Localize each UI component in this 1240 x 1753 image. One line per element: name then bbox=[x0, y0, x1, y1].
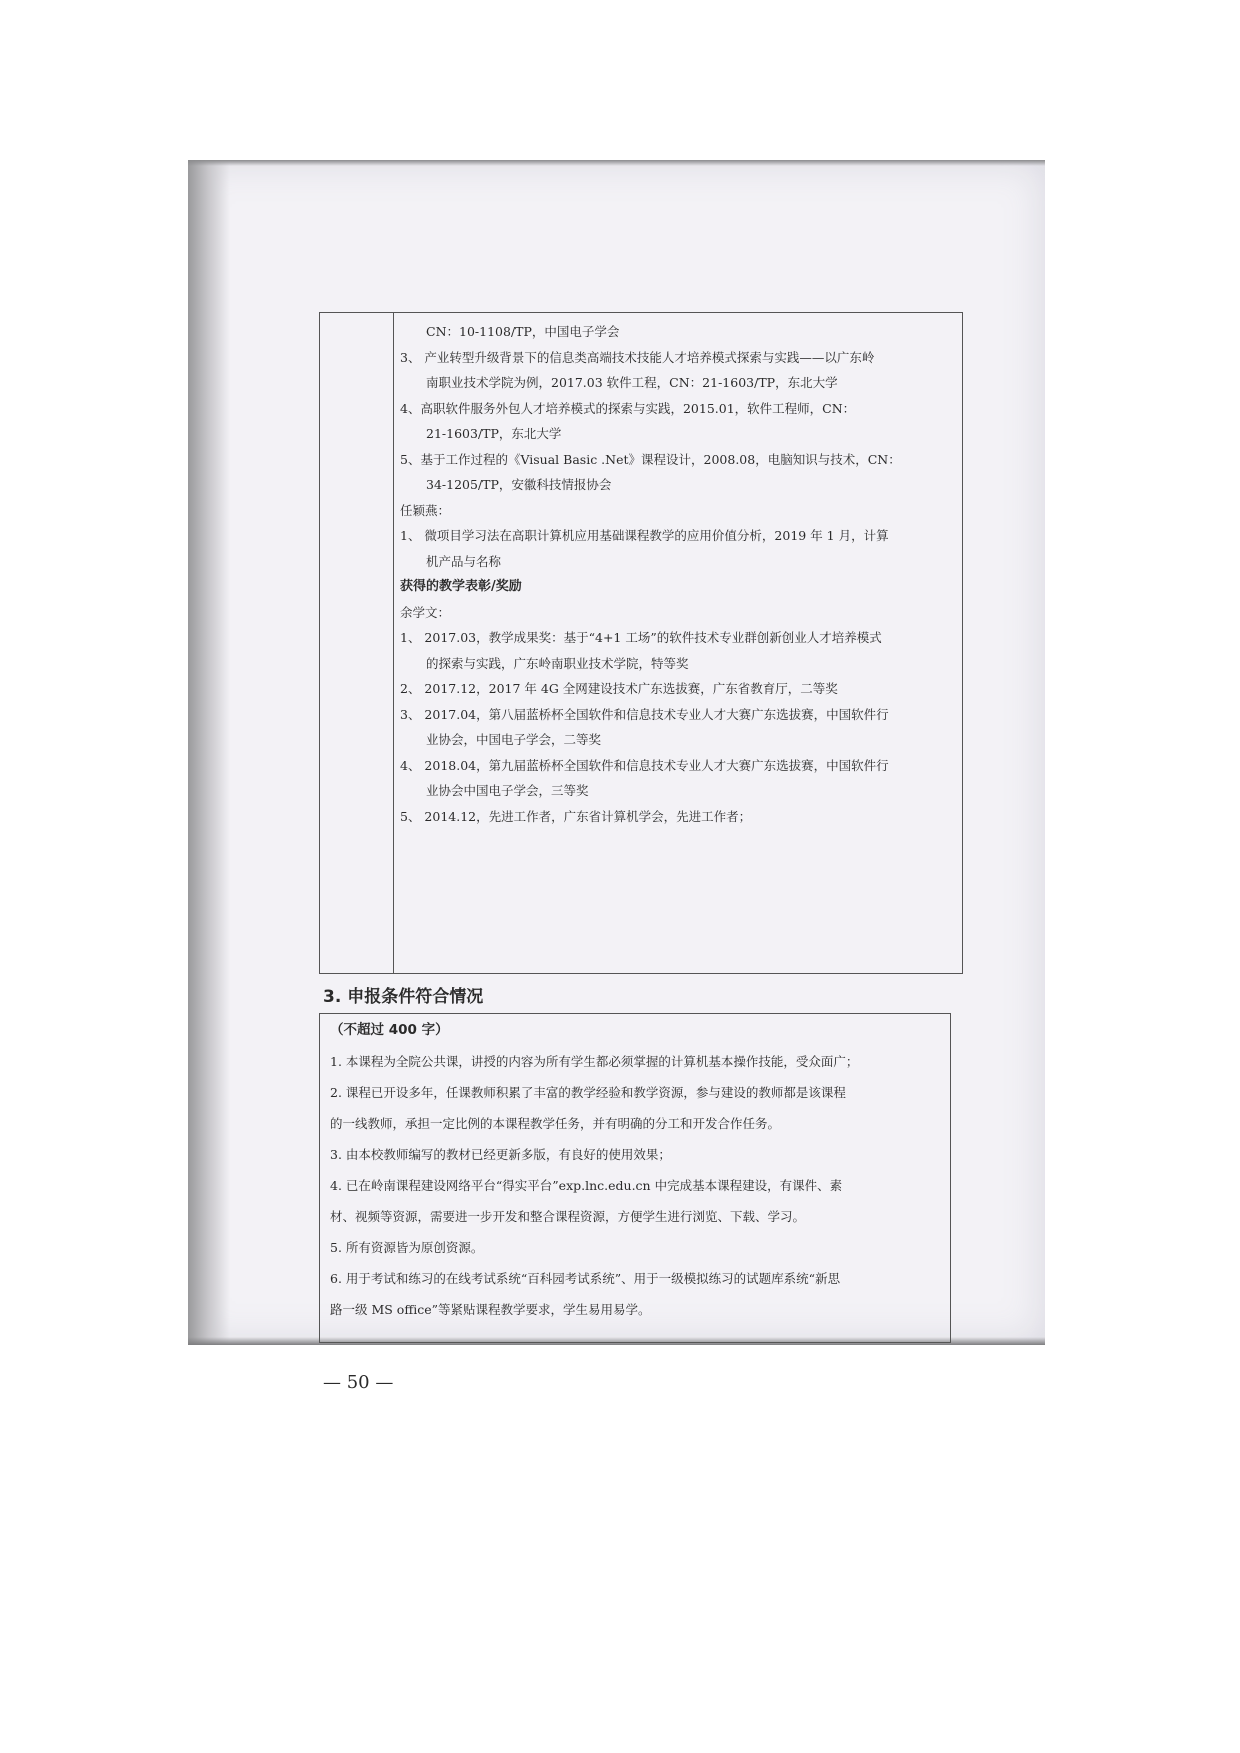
page-number: — 50 — bbox=[323, 1372, 394, 1393]
table-line: CN：10-1108/TP，中国电子学会 bbox=[426, 324, 620, 339]
publications-awards-table bbox=[319, 312, 963, 974]
table-line: 2、 2017.12，2017 年 4G 全网建设技术广东选拔赛，广东省教育厅，二等奖 bbox=[400, 681, 838, 696]
table-line: 1、 2017.03，教学成果奖：基于“4+1 工场”的软件技术专业群创新创业人才培养模式 bbox=[400, 630, 882, 645]
table-line: 4、 2018.04，第九届蓝桥杯全国软件和信息技术专业人才大赛广东选拔赛，中国软件行 bbox=[400, 757, 889, 773]
table-line: 5、基于工作过程的《Visual Basic .Net》课程设计，2008.08，电脑知识与技术，CN： bbox=[400, 451, 901, 467]
table-line: 4、高职软件服务外包人才培养模式的探索与实践，2015.01，软件工程师，CN： bbox=[400, 400, 856, 416]
table-line: 的探索与实践，广东岭南职业技术学院，特等奖 bbox=[426, 655, 689, 671]
table-line: 业协会，中国电子学会，二等奖 bbox=[426, 732, 602, 747]
table-content-column bbox=[400, 319, 956, 829]
section-title: 3. 申报条件符合情况 bbox=[323, 987, 484, 1007]
condition-line: 的一线教师，承担一定比例的本课程教学任务，并有明确的分工和开发合作任务。 bbox=[330, 1116, 781, 1131]
conditions-box bbox=[319, 1013, 951, 1343]
table-line: 1、 微项目学习法在高职计算机应用基础课程教学的应用价值分析，2019 年 1 月，计算 bbox=[400, 528, 889, 543]
condition-line: 6. 用于考试和练习的在线考试系统“百科园考试系统”、用于一级模拟练习的试题库系统“新思 bbox=[330, 1271, 841, 1286]
condition-line: 材、视频等资源，需要进一步开发和整合课程资源，方便学生进行浏览、下载、学习。 bbox=[330, 1209, 806, 1224]
condition-line: 1. 本课程为全院公共课，讲授的内容为所有学生都必须掌握的计算机基本操作技能，受众面广； bbox=[330, 1054, 859, 1069]
table-subheading: 获得的教学表彰/奖励 bbox=[400, 579, 522, 594]
scanned-page bbox=[188, 160, 1045, 1393]
table-line: 业协会中国电子学会，三等奖 bbox=[426, 783, 589, 798]
condition-line: 3. 由本校教师编写的教材已经更新多版，有良好的使用效果； bbox=[330, 1147, 671, 1162]
condition-line: 4. 已在岭南课程建设网络平台“得实平台”exp.lnc.edu.cn 中完成基本课程建设，有课件、素 bbox=[330, 1178, 843, 1193]
condition-line: 2. 课程已开设多年，任课教师积累了丰富的教学经验和教学资源，参与建设的教师都是该课程 bbox=[330, 1085, 846, 1100]
word-limit-hint: （不超过 400 字） bbox=[330, 1022, 449, 1038]
table-line: 任颖燕： bbox=[400, 502, 451, 518]
condition-line: 路一级 MS office”等紧贴课程教学要求，学生易用易学。 bbox=[330, 1302, 651, 1317]
table-line: 南职业技术学院为例，2017.03 软件工程，CN：21-1603/TP，东北大学 bbox=[426, 375, 838, 390]
page-top-edge bbox=[188, 160, 1045, 166]
table-line: 3、 2017.04，第八届蓝桥杯全国软件和信息技术专业人才大赛广东选拔赛，中国软件行 bbox=[400, 706, 889, 722]
table-line: 机产品与名称 bbox=[426, 553, 502, 569]
table-line: 5、 2014.12，先进工作者，广东省计算机学会，先进工作者； bbox=[400, 808, 752, 824]
table-label-column bbox=[320, 313, 394, 973]
table-line: 余学文： bbox=[400, 604, 451, 620]
conditions-text bbox=[330, 1046, 940, 1325]
table-line: 34-1205/TP，安徽科技情报协会 bbox=[426, 477, 612, 492]
table-line: 3、 产业转型升级背景下的信息类高端技术技能人才培养模式探索与实践——以广东岭 bbox=[400, 349, 875, 365]
page-fold-shadow bbox=[188, 160, 230, 1345]
table-line: 21-1603/TP，东北大学 bbox=[426, 426, 562, 441]
condition-line: 5. 所有资源皆为原创资源。 bbox=[330, 1240, 484, 1255]
